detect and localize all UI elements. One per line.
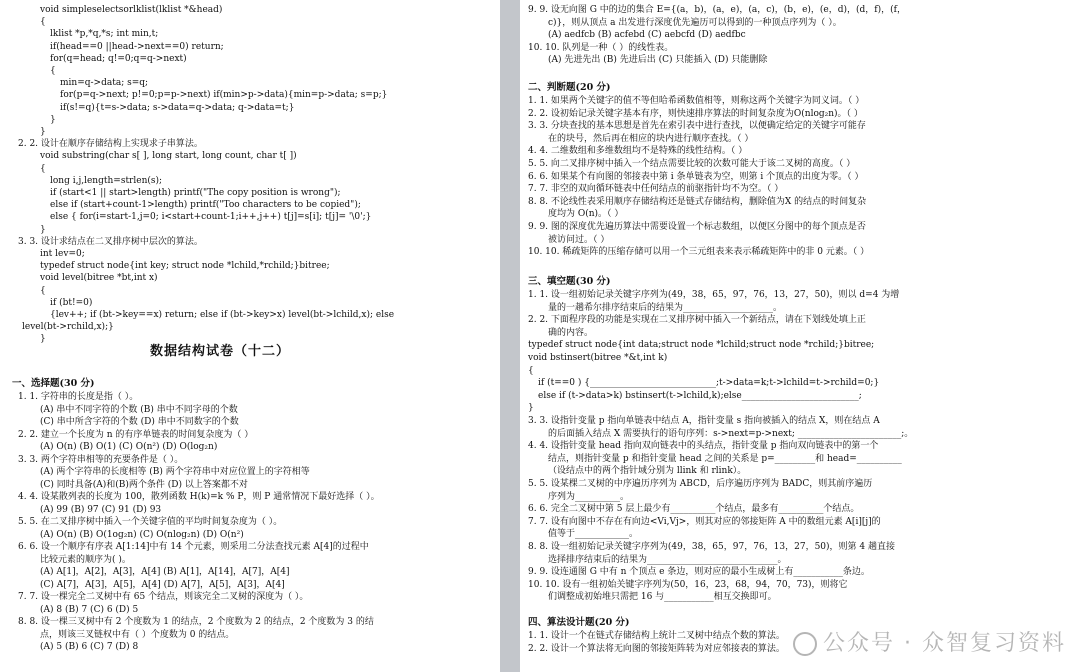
- fill-item: else if (t->data>k) bstinsert(t->lchild,k);else__________________________;: [538, 390, 862, 401]
- algo-item: 1. 1. 设计一个在链式存储结构上统计二叉树中结点个数的算法。: [528, 631, 785, 641]
- question-text: 5. 5. 在二叉排序树中插入一个关键字值的平均时间复杂度为（ ）。: [18, 517, 283, 527]
- judge-item: 2. 2. 设初始记录关键字基本有序，则快速排序算法的时间复杂度为O(nlog₂n)。（ ）: [528, 108, 863, 119]
- fill-item: 3. 3. 设指针变量 p 指向单链表中结点 A，指针变量 s 指向被插入的结点 X，则在结点 A: [528, 416, 880, 426]
- code-line: void simpleselectsorlklist(lklist *&head): [40, 5, 223, 15]
- answer-option: (C) 串中所含字符的个数 (D) 串中不同数字的个数: [40, 417, 239, 427]
- answer-option: 点，则该三叉链权中有（ ）个度数为 0 的结点。: [40, 629, 235, 640]
- question-text: 10. 10. 队列是一种（ ）的线性表。: [528, 42, 674, 53]
- code-line: {lev++; if (bt->key==x) return; else if (bt->key>x) level(bt->lchild,x); else: [50, 310, 395, 320]
- fill-item: 8. 8. 设一组初始记录关键字序列为(49，38，65，97，76，13，27，50)，则第 4 趟直接: [528, 542, 895, 552]
- question-text: 4. 4. 设某散列表的长度为 100，散列函数 H(k)=k % P，则 P 通常情况下最好选择（ ）。: [18, 492, 380, 502]
- judge-item: 7. 7. 非空的双向循环链表中任何结点的前驱指针均不为空。（ ）: [528, 184, 784, 195]
- answer-option: c)}，则从顶点 a 出发进行深度优先遍历可以得到的一种顶点序列为（ ）。: [548, 17, 842, 28]
- question-text: 1. 1. 字符串的长度是指（ ）。: [18, 392, 139, 402]
- watermark: [793, 632, 1066, 656]
- fill-item: 2. 2. 下面程序段的功能是实现在二叉排序树中插入一个新结点，请在下划线处填上正: [528, 315, 866, 326]
- fill-item: 10. 10. 设有一组初始关键字序列为(50，16，23，68，94，70，73)，则将它: [528, 579, 848, 590]
- code-line: if(s!=q){t=s->data; s->data=q->data; q->data=t;}: [60, 102, 295, 113]
- fill-item: 4. 4. 设指针变量 head 指向双向链表中的头结点，指针变量 p 指向双向链表中的第一个: [528, 441, 879, 452]
- code-line: {: [50, 66, 56, 76]
- code-line: }: [40, 334, 46, 345]
- fill-item: 量的一趟希尔排序结束后的结果为____________________。: [548, 302, 783, 313]
- section-heading: 一、选择题(30 分): [12, 378, 95, 389]
- answer-option: (A) 先进先出 (B) 先进后出 (C) 只能插入 (D) 只能删除: [548, 55, 768, 65]
- code-line: int lev=0;: [40, 249, 85, 259]
- code-line: else if (start+count-1>length) printf("Too characters to be copied");: [50, 200, 361, 211]
- code-line: long i,j,length=strlen(s);: [50, 175, 163, 186]
- code-line: for(q=head; q!=0;q=q->next): [50, 53, 187, 64]
- fill-item: void bstinsert(bitree *&t,int k): [528, 353, 668, 363]
- fill-item: 的后面插入结点 X 需要执行的语句序列：s->next=p->next; _______________________;。: [548, 428, 914, 439]
- judge-item: 5. 5. 向二叉排序树中插入一个结点需要比较的次数可能大于该二叉树的高度。（ ）: [528, 159, 856, 169]
- answer-option: 比较元素的顺序为( )。: [40, 554, 131, 565]
- fill-item: if (t==0 ) {____________________________;t->data=k;t->lchild=t->rchild=0;}: [538, 378, 880, 389]
- fill-item: 确的内容。: [548, 327, 594, 338]
- code-line: {: [40, 285, 46, 296]
- fill-item: 5. 5. 设某棵二叉树的中序遍历序列为 ABCD，后序遍历序列为 BADC，则其前序遍历: [528, 479, 873, 489]
- question-text: 7. 7. 设一棵完全二叉树中有 65 个结点，则该完全二叉树的深度为（ ）。: [18, 592, 309, 602]
- right-document-page: [520, 0, 1080, 672]
- fill-item: 序列为__________。: [548, 491, 630, 502]
- judge-item: 被访问过。（ ）: [548, 234, 610, 245]
- judge-item: 1. 1. 如果两个关键字的值不等但哈希函数值相等，则称这两个关键字为同义词。（ ）: [528, 96, 865, 106]
- question-text: 3. 3. 两个字符串相等的充要条件是（ ）。: [18, 454, 184, 465]
- code-line: level(bt->rchild,x);}: [22, 322, 114, 333]
- code-line: typedef struct node{int key; struct node *lchild,*rchild;}bitree;: [40, 261, 330, 272]
- code-line: void level(bitree *bt,int x): [40, 273, 158, 284]
- judge-item: 3. 3. 分块查找的基本思想是首先在索引表中进行查找，以便确定给定的关键字可能存: [528, 121, 866, 132]
- question-text: 2. 2. 建立一个长度为 n 的有序单链表的时间复杂度为（ ）: [18, 429, 254, 440]
- question-heading: 3. 3. 设计求结点在二叉排序树中层次的算法。: [18, 236, 203, 247]
- code-line: for(p=q->next; p!=0;p=p->next) if(min>p->data){min=p->data; s=p;}: [60, 90, 388, 101]
- wechat-icon: [793, 632, 817, 656]
- fill-item: 选择排序结束后的结果为_____________________________。: [548, 554, 787, 565]
- code-line: {: [40, 163, 46, 174]
- fill-item: 1. 1. 设一组初始记录关键字序列为(49，38，65，97，76，13，27，50)，则以 d=4 为增: [528, 290, 900, 300]
- fill-item: {: [528, 365, 534, 376]
- answer-option: (A) 5 (B) 6 (C) 7 (D) 8: [40, 642, 139, 652]
- question-heading: 2. 2. 设计在顺序存储结构上实现求子串算法。: [18, 139, 203, 150]
- answer-option: (A) 两个字符串的长度相等 (B) 两个字符串中对应位置上的字符相等: [40, 467, 310, 477]
- code-line: lklist *p,*q,*s; int min,t;: [50, 29, 159, 40]
- fill-item: 结点，则指针变量 p 和指针变量 head 之间的关系是 p=_________和 head=__________: [548, 453, 902, 464]
- answer-option: (C) A[7]，A[3]，A[5]，A[4] (D) A[7]，A[5]，A[3]，A[4]: [40, 579, 285, 590]
- fill-item: 值等于____________。: [548, 529, 639, 540]
- judge-item: 6. 6. 如果某个有向图的邻接表中第 i 条单链表为空，则第 i 个顶点的出度为零。（ ）: [528, 171, 864, 182]
- code-line: if (bt!=0): [50, 297, 93, 308]
- answer-option: (A) A[1]，A[2]，A[3]，A[4] (B) A[1]，A[14]，A[7]，A[4]: [40, 567, 290, 577]
- code-line: }: [50, 114, 56, 125]
- answer-option: (A) O(n) (B) O(1) (C) O(n²) (D) O(log₂n): [40, 442, 218, 452]
- page-gutter: [500, 0, 520, 672]
- fill-item: 7. 7. 设有向图中不存在有向边<Vi,Vj>，则其对应的邻接矩阵 A 中的数组元素 A[i][j]的: [528, 516, 881, 527]
- fill-item: 们调整成初始堆只需把 16 与___________相互交换即可。: [548, 592, 777, 603]
- fill-item: （设结点中的两个指针域分别为 llink 和 rlink）。: [548, 466, 747, 477]
- question-text: 8. 8. 设一棵三叉树中有 2 个度数为 1 的结点，2 个度数为 2 的结点，2 个度数为 3 的结: [18, 617, 374, 627]
- judge-item: 8. 8. 不论线性表采用顺序存储结构还是链式存储结构，删除值为X 的结点的时间复杂: [528, 196, 867, 207]
- code-line: }: [40, 224, 46, 235]
- code-line: min=q->data; s=q;: [60, 78, 149, 89]
- answer-option: (A) 8 (B) 7 (C) 6 (D) 5: [40, 604, 139, 615]
- judge-item: 在的块号，然后再在相应的块内进行顺序查找。（ ）: [548, 133, 754, 144]
- judge-item: 4. 4. 二维数组和多维数组均不是特殊的线性结构。（ ）: [528, 146, 748, 157]
- answer-option: (A) 99 (B) 97 (C) 91 (D) 93: [40, 504, 162, 515]
- answer-option: (A) O(n) (B) O(1og₂n) (C) O(nlog₂n) (D) O(n²): [40, 529, 244, 540]
- left-document-page: [0, 0, 500, 672]
- exam-title: 数据结构试卷（十二）: [150, 344, 291, 359]
- answer-option: (C) 同时具备(A)和(B)两个条件 (D) 以上答案都不对: [40, 479, 248, 490]
- section-heading: 二、判断题(20 分): [528, 82, 611, 93]
- judge-item: 度均为 O(n)。（ ）: [548, 209, 624, 220]
- judge-item: 10. 10. 稀疏矩阵的压缩存储可以用一个三元组表来表示稀疏矩阵中的非 0 元素。（ ）: [528, 247, 870, 258]
- section-heading: 四、算法设计题(20 分): [528, 617, 630, 628]
- fill-item: }: [528, 403, 534, 414]
- code-line: }: [40, 127, 46, 137]
- code-line: else { for(i=start-1,j=0; i<start+count-1;i++,j++) t[j]=s[i]; t[j]= '\0';}: [50, 212, 372, 223]
- judge-item: 9. 9. 图的深度优先遍历算法中需要设置一个标志数组，以便区分图中的每个顶点是否: [528, 222, 866, 232]
- answer-option: (A) 串中不同字符的个数 (B) 串中不同字母的个数: [40, 404, 238, 415]
- code-line: if(head==0 ||head->next==0) return;: [50, 41, 224, 52]
- question-text: 9. 9. 设无向图 G 中的边的集合 E={(a，b)，(a，e)，(a，c)，(b，e)，(e，d)，(d，f)，(f，: [528, 5, 906, 15]
- code-line: void substring(char s[ ], long start, long count, char t[ ]): [40, 151, 297, 162]
- fill-item: 9. 9. 设连通图 G 中有 n 个顶点 e 条边，则对应的最小生成树上有___________条边。: [528, 567, 870, 578]
- code-line: {: [40, 17, 46, 28]
- fill-item: 6. 6. 完全二叉树中第 5 层上最少有__________个结点，最多有__________个结点。: [528, 504, 860, 515]
- algo-item: 2. 2. 设计一个算法将无向图的邻接矩阵转为对应邻接表的算法。: [528, 643, 785, 654]
- fill-item: typedef struct node{int data;struct node *lchild;struct node *rchild;}bitree;: [528, 340, 875, 351]
- watermark-text: 公众号 · 众智复习资料: [823, 631, 1066, 656]
- answer-option: (A) aedfcb (B) acfebd (C) aebcfd (D) aedfbc: [548, 30, 746, 40]
- code-line: if (start<1 || start>length) printf("The copy position is wrong");: [50, 188, 341, 198]
- question-text: 6. 6. 设一个顺序有序表 A[1:14]中有 14 个元素，则采用二分法查找元素 A[4]的过程中: [18, 542, 369, 552]
- section-heading: 三、填空题(30 分): [528, 276, 611, 287]
